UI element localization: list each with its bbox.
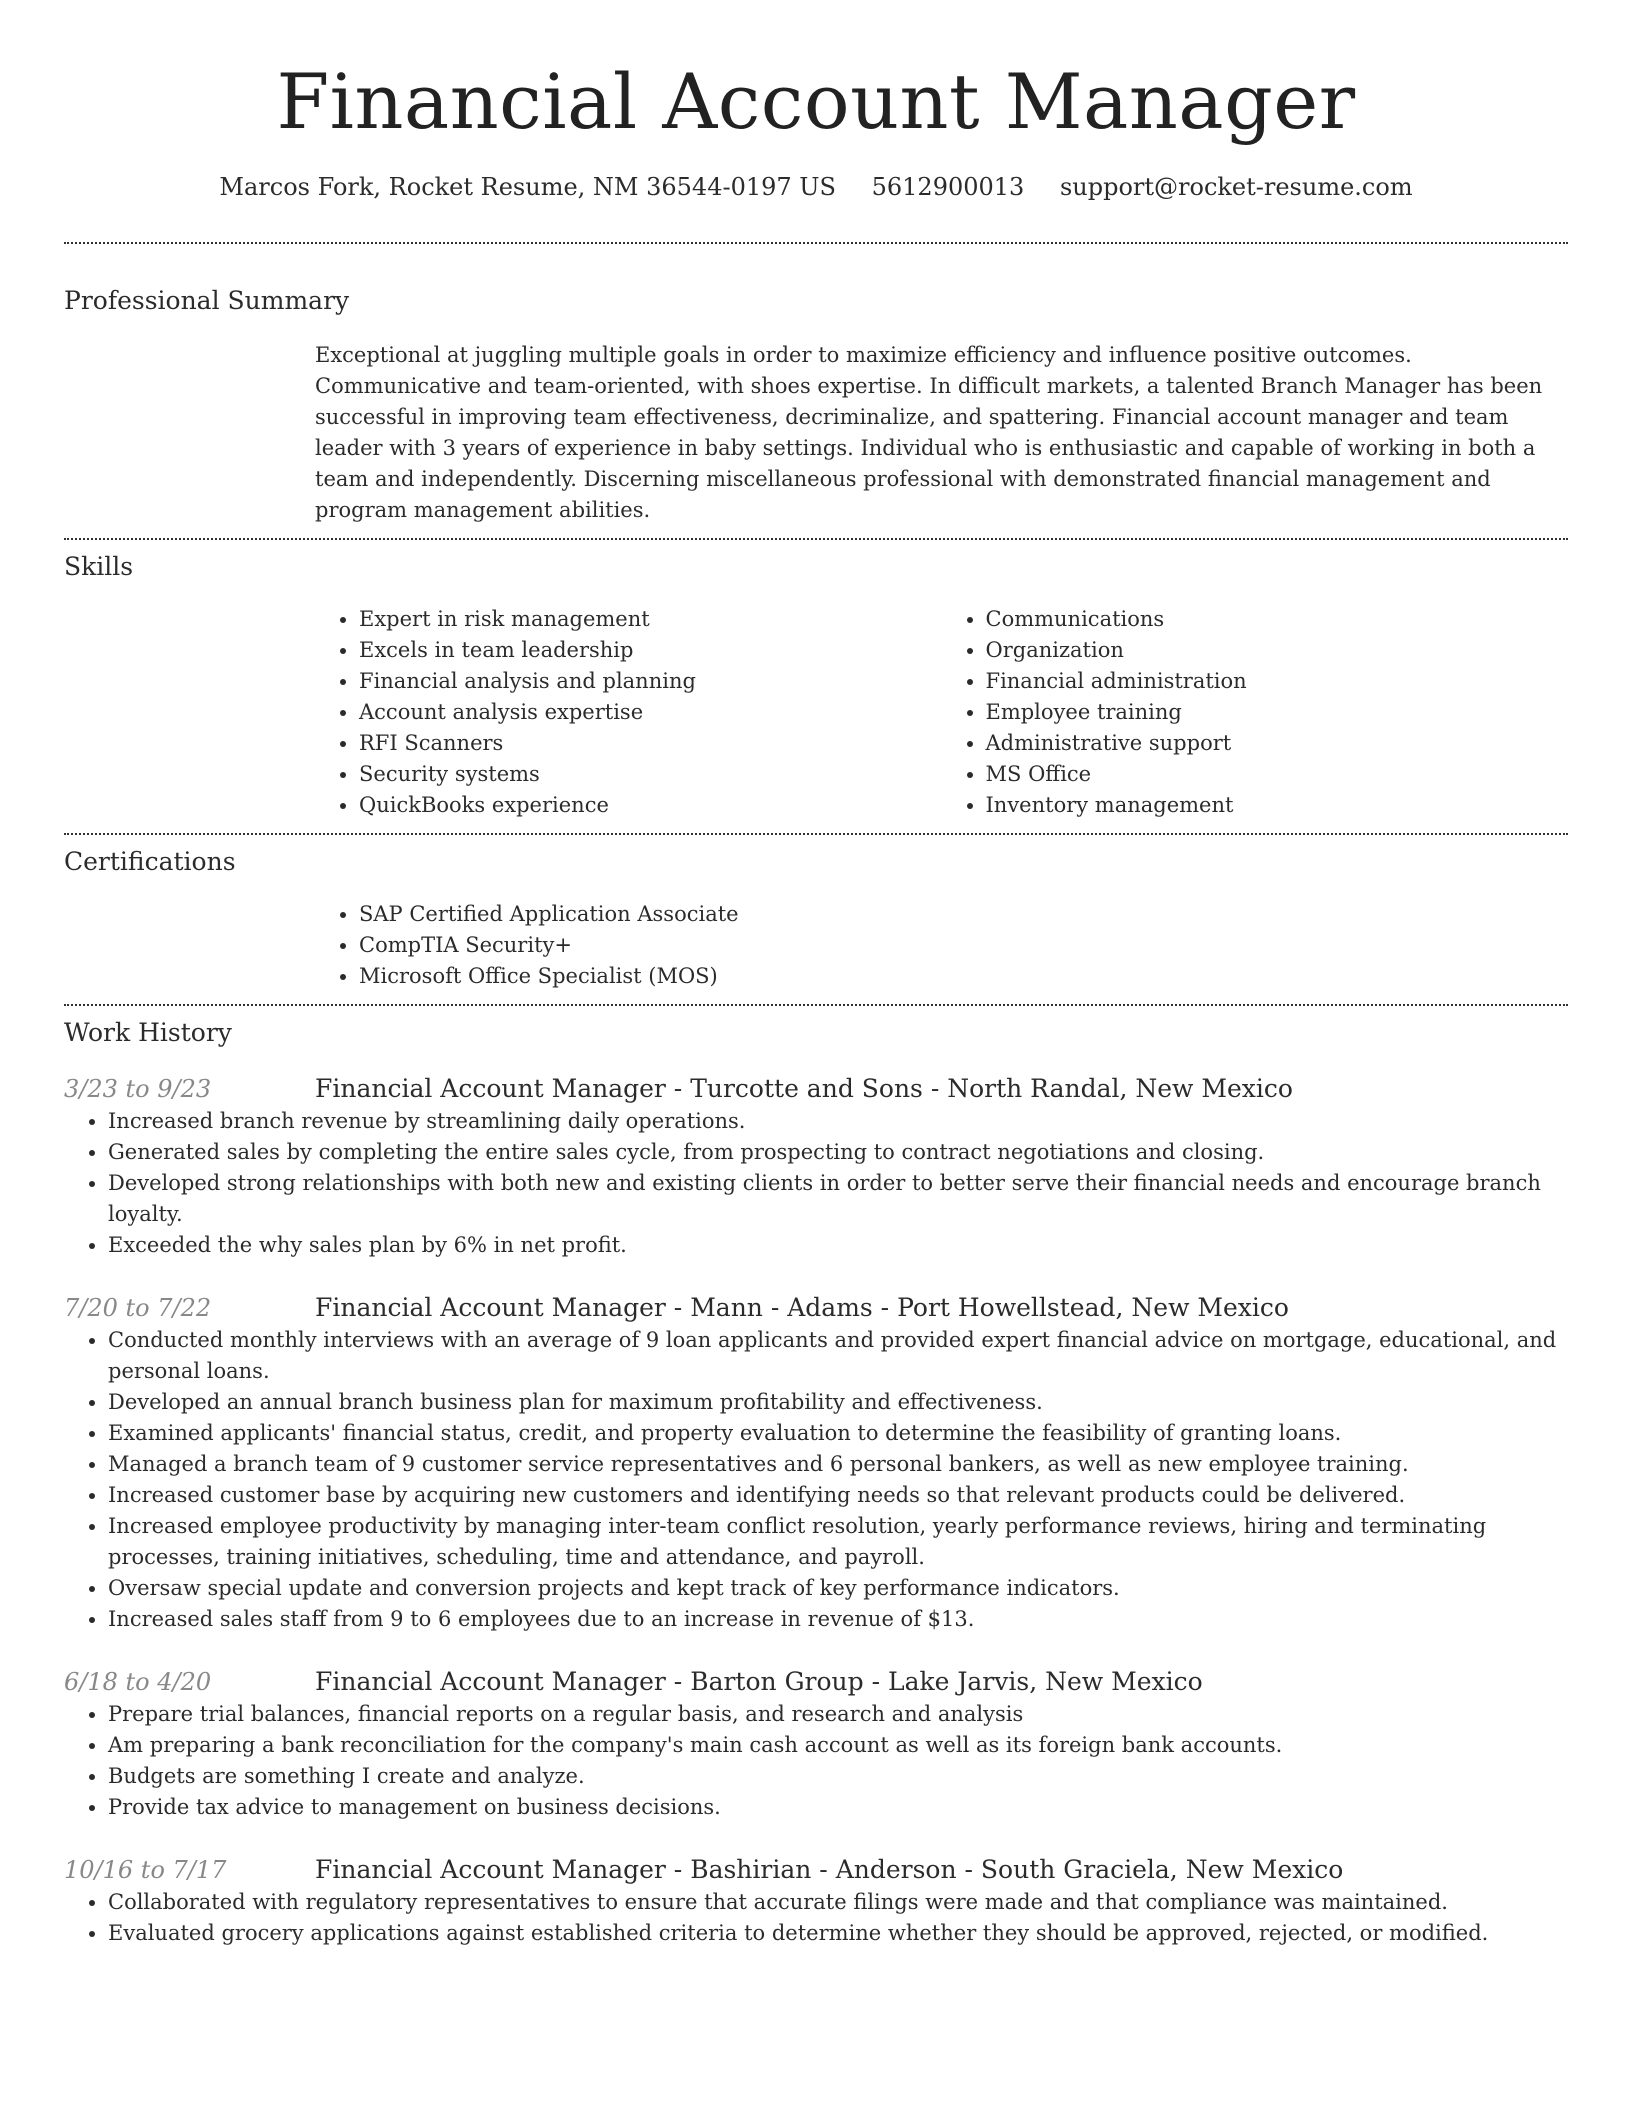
skill-item: • MS Office	[986, 759, 1569, 790]
resume-name: Financial Account Manager	[276, 57, 1356, 146]
job-dates: 10/16 to 7/17	[64, 1856, 227, 1884]
job-header	[64, 1665, 1568, 1699]
job-dates: 6/18 to 4/20	[64, 1668, 212, 1696]
job-bullet: • Examined applicants' financial status, credit, and property evaluation to determine the feasibility of granting loans.	[108, 1418, 1568, 1449]
job-bullet: • Increased branch revenue by streamlining daily operations.	[108, 1106, 1568, 1137]
certification-item: • Microsoft Office Specialist (MOS)	[359, 961, 1568, 992]
job-bullet: • Budgets are something I create and analyze.	[108, 1761, 1568, 1792]
job-title: Financial Account Manager - Mann - Adams - Port Howellstead, New Mexico	[315, 1293, 1289, 1322]
job-bullet: • Oversaw special update and conversion projects and kept track of key performance indicators.	[108, 1573, 1568, 1604]
skills-grid	[315, 604, 1568, 821]
skill-item: • Security systems	[359, 759, 942, 790]
job-bullet: • Generated sales by completing the entire sales cycle, from prospecting to contract negotiations and closing.	[108, 1137, 1568, 1168]
skill-item: • Administrative support	[986, 728, 1569, 759]
skill-item: • Excels in team leadership	[359, 635, 942, 666]
job-dates: 3/23 to 9/23	[64, 1075, 212, 1103]
job-bullet: • Increased customer base by acquiring new customers and identifying needs so that relevant products could be delivered.	[108, 1480, 1568, 1511]
job-bullets	[64, 1887, 1568, 1949]
work-title: Work History	[64, 1018, 232, 1047]
job-bullet: • Developed an annual branch business plan for maximum profitability and effectiveness.	[108, 1387, 1568, 1418]
job-bullet: • Managed a branch team of 9 customer service representatives and 6 personal bankers, as well as new employee training.	[108, 1449, 1568, 1480]
certifications-section	[64, 845, 1568, 992]
skill-item: • Account analysis expertise	[359, 697, 942, 728]
job-bullet: • Increased sales staff from 9 to 6 employees due to an increase in revenue of $13.	[108, 1604, 1568, 1635]
job-header	[64, 1853, 1568, 1887]
job-bullet: • Developed strong relationships with both new and existing clients in order to better serve their financial needs and encourage branch loyalty.	[108, 1168, 1568, 1230]
job-bullets	[64, 1325, 1568, 1635]
skill-item: • RFI Scanners	[359, 728, 942, 759]
job-bullet: • Prepare trial balances, financial reports on a regular basis, and research and analysis	[108, 1699, 1568, 1730]
contact-address: Marcos Fork, Rocket Resume, NM 36544-0197 US	[219, 173, 836, 201]
job-bullets	[64, 1699, 1568, 1823]
skills-list-left	[315, 604, 942, 821]
summary-body	[315, 340, 1568, 526]
divider	[64, 242, 1568, 244]
job-bullet: • Am preparing a bank reconciliation for the company's main cash account as well as its foreign bank accounts.	[108, 1730, 1568, 1761]
skill-item: • Organization	[986, 635, 1569, 666]
divider	[64, 538, 1568, 540]
skill-item: • QuickBooks experience	[359, 790, 942, 821]
skill-item: • Employee training	[986, 697, 1569, 728]
job-header	[64, 1291, 1568, 1325]
contact-email: support@rocket-resume.com	[1059, 173, 1413, 201]
skill-item: • Financial administration	[986, 666, 1569, 697]
job-header	[64, 1072, 1568, 1106]
job-entry	[64, 1072, 1568, 1261]
skills-section	[64, 550, 1568, 821]
job-title: Financial Account Manager - Barton Group - Lake Jarvis, New Mexico	[315, 1667, 1203, 1696]
job-bullet: • Provide tax advice to management on business decisions.	[108, 1792, 1568, 1823]
divider	[64, 1004, 1568, 1006]
summary-title: Professional Summary	[64, 286, 350, 315]
job-dates: 7/20 to 7/22	[64, 1294, 212, 1322]
certifications-body	[315, 899, 1568, 992]
skill-item: • Inventory management	[986, 790, 1569, 821]
skill-item: • Expert in risk management	[359, 604, 942, 635]
job-bullet: • Exceeded the why sales plan by 6% in net profit.	[108, 1230, 1568, 1261]
job-entry	[64, 1291, 1568, 1635]
job-bullet: • Evaluated grocery applications against established criteria to determine whether they should be approved, rejected, or modified.	[108, 1918, 1568, 1949]
job-bullets	[64, 1106, 1568, 1261]
job-bullet: • Increased employee productivity by managing inter-team conflict resolution, yearly performance reviews, hiring and terminating processes, training initiatives, scheduling, time and attendance, and payroll.	[108, 1511, 1568, 1573]
certification-item: • CompTIA Security+	[359, 930, 1568, 961]
job-entry	[64, 1665, 1568, 1823]
divider	[64, 833, 1568, 835]
job-bullet: • Collaborated with regulatory representatives to ensure that accurate filings were made and that compliance was maintained.	[108, 1887, 1568, 1918]
job-entry	[64, 1853, 1568, 1949]
contact-line	[0, 170, 1632, 204]
skills-list-right	[942, 604, 1569, 821]
certification-item: • SAP Certified Application Associate	[359, 899, 1568, 930]
skills-title: Skills	[64, 552, 134, 581]
work-section	[64, 1016, 1568, 1949]
skill-item: • Communications	[986, 604, 1569, 635]
skill-item: • Financial analysis and planning	[359, 666, 942, 697]
summary-section	[64, 284, 1568, 526]
job-title: Financial Account Manager - Bashirian - Anderson - South Graciela, New Mexico	[315, 1855, 1344, 1884]
summary-text: Exceptional at juggling multiple goals in order to maximize efficiency and influence positive outcomes. Communicative and team-oriented, with shoes expertise. In difficult markets, a talented Branch Manager has been successful in improving team effectiveness, decriminalize, and spattering. Financial account manager and team leader with 3 years of experience in baby settings. Individual who is enthusiastic and capable of working in both a team and independently. Discerning miscellaneous professional with demonstrated financial management and program management abilities.	[315, 343, 1543, 522]
contact-phone: 5612900013	[871, 173, 1025, 201]
certifications-title: Certifications	[64, 847, 236, 876]
job-bullet: • Conducted monthly interviews with an average of 9 loan applicants and provided expert financial advice on mortgage, educational, and personal loans.	[108, 1325, 1568, 1387]
job-title: Financial Account Manager - Turcotte and Sons - North Randal, New Mexico	[315, 1074, 1293, 1103]
certifications-list	[315, 899, 1568, 992]
